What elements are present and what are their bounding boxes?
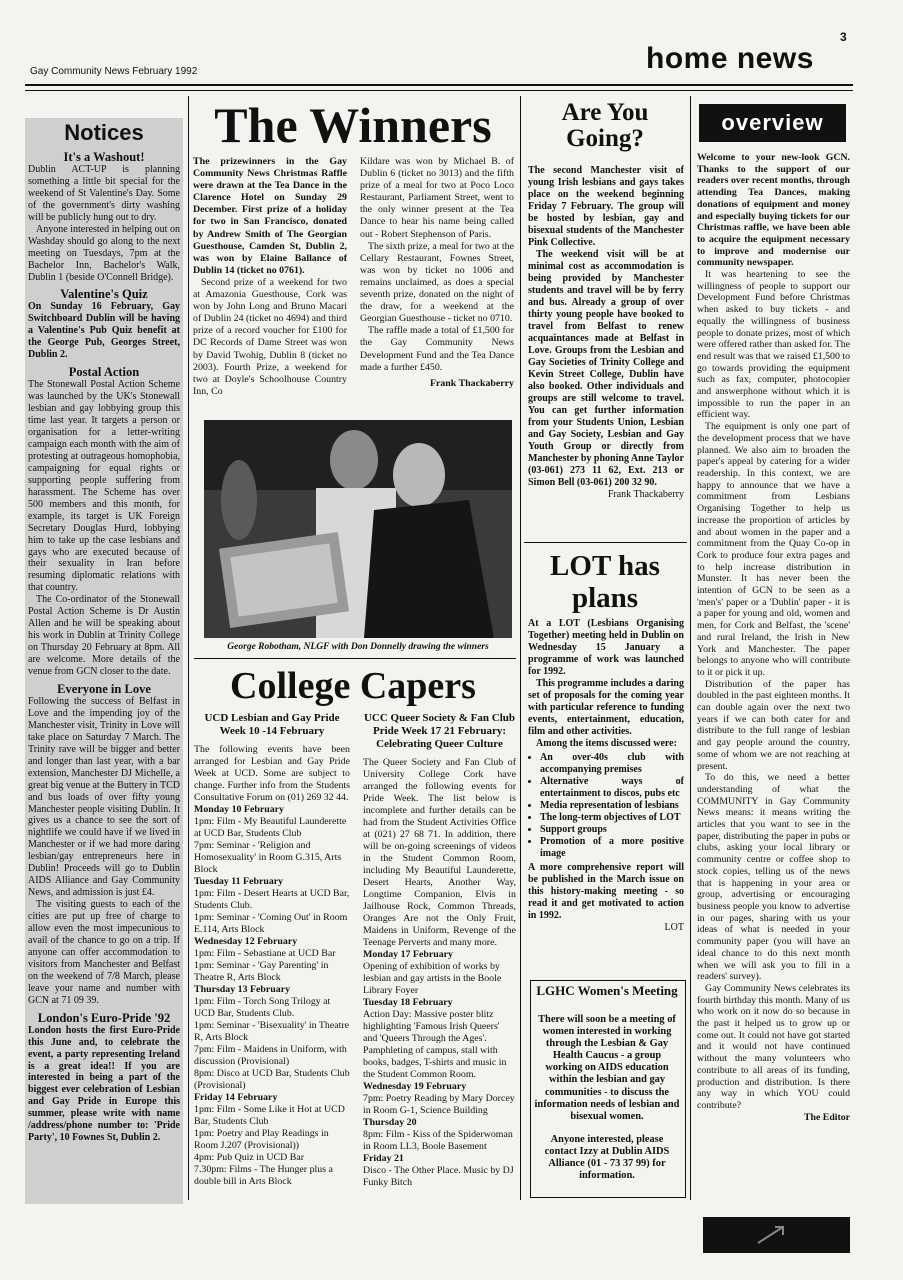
arrow-icon [703, 1217, 850, 1253]
notice-heading: Postal Action [68, 365, 140, 380]
ucc-schedule [363, 949, 516, 1189]
schedule-day: Tuesday 11 February [194, 876, 284, 887]
overview-body: To do this, we need a better understanding of what the COMMUNITY in Gay Community News means: it means writing the articles that you want to see in the paper, distributing the paper in pubs or clubs, asking your local library or community centre or coffee shop to stock copies, telling us of the news that is happening in your area or group, advertising or encouraging business people you know to advertise in our pages, sharing with us your ideas of what is needed in your community paper (you will have an ideal chance to do this next month when we will ask you to fill in a readers' survey). [697, 772, 850, 983]
schedule-event: 1pm: Film - My Beautiful Launderette at UCD Bar, Students Club [194, 816, 347, 839]
schedule-event: 1pm: Film - Desert Hearts at UCD Bar, Students Club. [194, 888, 350, 911]
notice-body: London hosts the first Euro-Pride this June and, to celebrate the event, a party representing Ireland is a great idea!! If you are interested in being a part of the biggest ever celebration of Lesbian and Gay Pride in Europe this summer, please write with name /address/phone number to: 'Pride Party', 10 Fownes St, Dublin 2. [28, 1024, 180, 1144]
notices-column [28, 152, 180, 1144]
lghc-title: LGHC Women's Meeting [536, 983, 678, 998]
lot-items [528, 752, 684, 860]
schedule-event: 1pm: Film - Sebastiane at UCD Bar [194, 948, 336, 959]
schedule-day: Wednesday 19 February [363, 1081, 467, 1092]
lot-body: Among the items discussed were: [536, 738, 677, 749]
winners-byline: Frank Thackaberry [429, 377, 514, 389]
winners-title: The Winners [214, 97, 492, 153]
lot-list-item: • Media representation of lesbians [540, 800, 684, 812]
masthead: Gay Community News February 1992 [30, 66, 198, 77]
overview-col [697, 152, 850, 1123]
schedule-event: 1pm: Film - Some Like it Hot at UCD Bar, Students Club [194, 1104, 345, 1127]
notice-heading: Everyone in Love [57, 681, 151, 696]
college-ucc-col [363, 712, 516, 1189]
column-rule [690, 96, 691, 1200]
lot-list-item: • The long-term objectives of LOT [540, 812, 684, 824]
schedule-event: Opening of exhibition of works by lesbian and gay artists in the Boole Library Foyer [363, 961, 502, 996]
overview-lead: Welcome to your new-look GCN. Thanks to the support of our readers over recent months, through attending Tea Dances, making donations of equipment and money and especially buying tickets for our Christmas raffle, we have been able to acquire the equipment necessary to improve and modernise our community newspaper. [697, 152, 850, 269]
schedule-event: 1pm: Seminar - 'Gay Parenting' in Theatre R, Arts Block [194, 960, 329, 983]
lot-body-col [528, 618, 684, 934]
schedule-day: Thursday 20 [363, 1117, 417, 1128]
lot-list-item: • Promotion of a more positive image [540, 836, 684, 860]
schedule-event: 4pm: Pub Quiz in UCD Bar [194, 1152, 304, 1163]
raffle-draw-photo [204, 420, 512, 638]
schedule-day: Tuesday 18 February [363, 997, 453, 1008]
schedule-event: 1pm: Film - Torch Song Trilogy at UCD Bar, Students Club. [194, 996, 331, 1019]
notice-body: On Sunday 16 February, Gay Switchboard Dublin will be having a Valentine's Pub Quiz benefit at the George Pub, Georges Street, Dublin 2. [28, 301, 180, 361]
ucd-schedule [194, 804, 350, 1188]
notice-body: Anyone interested in helping out on Washday should go along to the next meeting on Tuesdays, 7pm at the Bachelor Inn, Bachelor's Walk, Dublin 1 (beside O'Connell Bridge). [28, 223, 180, 283]
going-body: The weekend visit will be at minimal cost as accommodation is being provided by Manchester students and travel will be by ferry and bus. Already a group of over thirty young people have booked to travel from Belfast to renew acquaintances made at Belfast in Love. Groups from the Lesbian and Gay Societies of Trinity College and Kevin Street College, Dublin have also booked. Other individuals and groups are still welcome to travel. You can get further information from your Students Union, Lesbian and Gay Society, Lesbian and Gay Youth Group or directly from Manchester by phoning Anne Taylor (03-061) 273 11 62, Ext. 213 or Simon Bell (03-061) 200 32 90. [528, 249, 684, 488]
lghc-body: There will soon be a meeting of women interested in working through the Lesbian & Gay Health Caucus - a group working on AIDS education within the lesbian and gay communities - to discuss the information needs of lesbian and bisexual women. [534, 1014, 680, 1122]
schedule-event: 1pm: Poetry and Play Readings in Room J.207 (Provisional)) [194, 1128, 329, 1151]
lot-list-item: • Support groups [540, 824, 684, 836]
schedule-event: Disco - The Other Place. Music by DJ Funky Bitch [363, 1165, 514, 1188]
notices-title: Notices [64, 120, 144, 145]
section-rule [194, 658, 516, 659]
schedule-event: 7pm: Poetry Reading by Mary Dorcey in Room G-1, Science Building [363, 1093, 515, 1116]
schedule-day: Monday 17 February [363, 949, 453, 960]
overview-title: overview [699, 104, 846, 142]
college-title: College Capers [230, 665, 476, 707]
notice-heading: Valentine's Quiz [60, 287, 148, 302]
overview-byline: The Editor [804, 1111, 850, 1123]
winners-lead: The prizewinners in the Gay Community News Christmas Raffle were drawn at the Tea Dance in the Clarence Hotel on Sunday 29 December. First prize of a holiday for two in San Francisco, donated by Andrew Smith of The Georgian Guesthouse, Camden St, Dublin 2, was won by Elaine Ballance of Dublin 14 (ticket no 0761). [193, 156, 347, 276]
winners-body: Kildare was won by Michael B. of Dublin 6 (ticket no 3013) and the fifth prize of a meal for two at Poco Loco Restaurant, Parliament Street, went to the only winner present at the Tea Dance to hear his name being called out - Robert Stephenson of Paris. [360, 156, 514, 240]
lot-lead: At a LOT (Lesbians Organising Together) meeting held in Dublin on Wednesday 15 January a programme of work was launched for 1992. [528, 618, 684, 677]
overview-body: Gay Community News celebrates its fourth birthday this month. Many of us who work on it now do so because in the past it helped us to grow up or come out. It could not have got started and it would not have continued without the many volunteers who contribute to all areas of its funding, production and distribution. Is there any way in which YOU could contribute? [697, 982, 850, 1111]
schedule-day: Thursday 13 February [194, 984, 291, 995]
column-rule [188, 96, 189, 1200]
schedule-day: Monday 10 February [194, 804, 284, 815]
schedule-day: Wednesday 12 February [194, 936, 298, 947]
schedule-event: 7pm: Seminar - 'Religion and Homosexuality' in Room G.315, Arts Block [194, 840, 342, 875]
notice-body: The Co-ordinator of the Stonewall Postal Action Scheme is Dr Austin Allen and he will be speaking about his work in Dublin at Trinity College on Thursday 20 February at 8pm. All are welcome. More details of the venue from GCN closer to the date. [28, 594, 180, 678]
overview-body: The equipment is only one part of the development process that we have planned. We also aim to broaden the paper's appeal by catering for a wider readership. In this context, we are happy to announce that we have a commitment from Lesbians Organising Together to help us increase the proportion of articles by and about women in the paper and a commitment from the Quay Co-op in Cork to produce four extra pages and to help increase distribution in Munster. It has never been the intention of GCN to be seen as a 'men's' paper or a 'Dublin' paper - it is a paper for young and old, women and men, for Cork and Belfast, the 'scene' and rural Ireland, the Irish in New York and Manchester. The paper belongs to anyone who will contribute to it or pick it up. [697, 421, 850, 678]
going-title: Are You Going? [561, 99, 649, 152]
column-rule [520, 96, 521, 1200]
page-number: 3 [840, 30, 847, 44]
winners-col-1 [193, 156, 347, 398]
schedule-event: 7pm: Film - Maidens in Uniform, with discussion (Provisional) [194, 1044, 347, 1067]
lghc-contact: Anyone interested, please contact Izzy at Dublin AIDS Alliance (01 - 73 37 99) for information. [544, 1134, 670, 1182]
overview-body: It was heartening to see the willingness of people to support our Development Fund before Christmas when asked to buy tickets - and equally the willingness of business people to donate prizes, most of which were offered rather than asked for. The end result was that we raised £1,500 to go towards providing the equipment such as fax, computer, photocopier and answerphone without which it is impossible to run the paper in an efficient way. [697, 269, 850, 421]
notice-body: The Stonewall Postal Action Scheme was launched by the UK's Stonewall lesbian and gay lobbying group this time last year. It targets a person or organisation for a letter-writing campaign each month with the aim of protesting at outrageous homophobia, campaigning for equal rights or supporting people suffering from harassment. The Scheme has over 500 members and this month, for example, its target is UK Foreign Secretary Douglas Hurd, lobbying him to take up the case lesbians and gays who are executed because of their sexuality in Iran before resuming diplomatic relations with that country. [28, 379, 180, 594]
ucc-heading: UCC Queer Society & Fan Club Pride Week 17 21 February: Celebrating Queer Culture [363, 712, 516, 750]
notice-heading: London's Euro-Pride '92 [37, 1010, 171, 1025]
notice-heading: It's a Washout! [63, 150, 145, 164]
schedule-event: Action Day: Massive poster blitz highlighting 'Famous Irish Queers' and 'Queers Through the Ages'. Pamphleting of campus, stall with books, badges, T-shirts and music in the Student Common Room. [363, 1009, 507, 1080]
winners-col-2 [360, 156, 514, 390]
section-rule [524, 542, 687, 543]
photo-caption: George Robotham, NLGF with Don Donnelly drawing the winners [227, 642, 489, 652]
lot-body: A more comprehensive report will be published in the March issue on this history-making meeting - so read it and get motivated to action in 1992. [528, 862, 684, 921]
going-lead: The second Manchester visit of young Irish lesbians and gays takes place on the weekend beginning Friday 7 February. The group will be hosted by lesbian, gay and bisexual students of the Manchester Pink Collective. [528, 165, 684, 248]
overview-body: Distribution of the paper has doubled in the past eighteen months. It can double again over the next two years if we can both cater for and distribute to the full range of lesbian and gay people around the country, some of whom we are not reaching at present. [697, 678, 850, 772]
lot-title: LOT has plans [550, 550, 660, 614]
lot-byline: LOT [664, 922, 684, 933]
going-body-col [528, 165, 684, 501]
header-rule [25, 84, 853, 86]
header-rule-thin [25, 90, 853, 91]
lot-list-item: • Alternative ways of entertainment to discos, pubs etc [540, 776, 684, 800]
winners-body: The raffle made a total of £1,500 for the Gay Community News Development Fund and the Tea Dance made a further £450. [360, 325, 514, 373]
winners-body: Second prize of a weekend for two at Amazonia Guesthouse, Cork was won by John Long and Bruno Macari of Dublin 24 (ticket no 4694) and third prize of a record voucher for £100 for DC Records of Dame Street was won by David Twohig, Dublin 8 (ticket no 2003). Fourth Prize, a weekend for two at Doyle's Schoolhouse Country Inn, Co [193, 276, 347, 397]
lot-list-item: • An over-40s club with accompanying premises [540, 752, 684, 776]
schedule-event: 8pm: Disco at UCD Bar, Students Club (Provisional) [194, 1068, 350, 1091]
schedule-event: 1pm: Seminar - 'Coming Out' in Room E.114, Arts Block [194, 912, 348, 935]
schedule-event: 8pm: Film - Kiss of the Spiderwoman in Room LL3, Boole Basement [363, 1129, 513, 1152]
winners-body: The sixth prize, a meal for two at the Cellary Restaurant, Fownes Street, was won by ticket no 1006 and remains unclaimed, as does a special seventh prize, donated on the night of the draw, for a weekend at the Georgian Guesthouse - ticket no 0710. [360, 240, 514, 325]
college-ucd-col [194, 712, 350, 1188]
notice-body: Dublin ACT-UP is planning something a little bit special for the weekend of St Valentine's Day. Some of the government's dirty washing will be publicly hung out to dry. [28, 163, 180, 223]
footer-graphic [703, 1217, 850, 1253]
schedule-event: 7.30pm: Films - The Hunger plus a double bill in Arts Block [194, 1164, 333, 1187]
going-byline: Frank Thackaberry [607, 489, 684, 500]
schedule-event: 1pm: Seminar - 'Bisexuality' in Theatre R, Arts Block [194, 1020, 350, 1043]
winners-photo [204, 420, 512, 638]
ucc-intro: The Queer Society and Fan Club of University College Cork have arranged the following events for Pride Week. The list below is incomplete and further details can be had from the Student Activities Office at (021) 27 68 71. In addition, there will be on-going screenings of videos in the Student Common Room, including My Beautiful Launderette, Desert Hearts, Another Way, Longtime Companion, Elvis in Jailhouse Rock, Common Threads, Oranges Are not the Only Fruit, Maidens in Uniform, Revenge of the Teenage Perverts and many more. [363, 757, 516, 948]
section-title: home news [646, 42, 814, 75]
ucd-intro: The following events have been arranged for Lesbian and Gay Pride Week at UCD. Some are subject to change. Further info from the Students Consultative Forum on (01) 269 32 44. [194, 744, 350, 803]
lot-body: This programme includes a daring set of proposals for the coming year with particular reference to funding events, entertainment, education, film and other activities. [528, 678, 684, 737]
notice-body: Following the success of Belfast in Love and the impending joy of the Manchester visit, Trinity in Love will take place on Saturday 7 March. The Trinity rave will be bigger and better and longer than last year, with a bar extension, Manchester DJ Michelle, a great big venue at the Buttery in TCD and bus loads of over fifty young Manchester people visiting Dublin. It gives us a chance to see the sort of nightlife we could have if we lived in Manchester or if we had more daring lesbian/gay entrepreneurs here in Dublin! Proceeds will go to Dublin AIDS Alliance and Gay Community News, and admission is just £4. [28, 695, 180, 899]
schedule-day: Friday 21 [363, 1153, 404, 1164]
schedule-day: Friday 14 February [194, 1092, 278, 1103]
notice-body: The visiting guests to each of the cities are put up free of charge to allow even the most impecunious to avail of the chance to go on a trip. If anyone can offer accommodation to visitors from Manchester and Belfast on the weekend of 7/8 March, please leave your name and number with GCN at 71 09 39. [28, 899, 180, 1006]
ucd-heading: UCD Lesbian and Gay Pride Week 10 -14 February [204, 712, 340, 737]
